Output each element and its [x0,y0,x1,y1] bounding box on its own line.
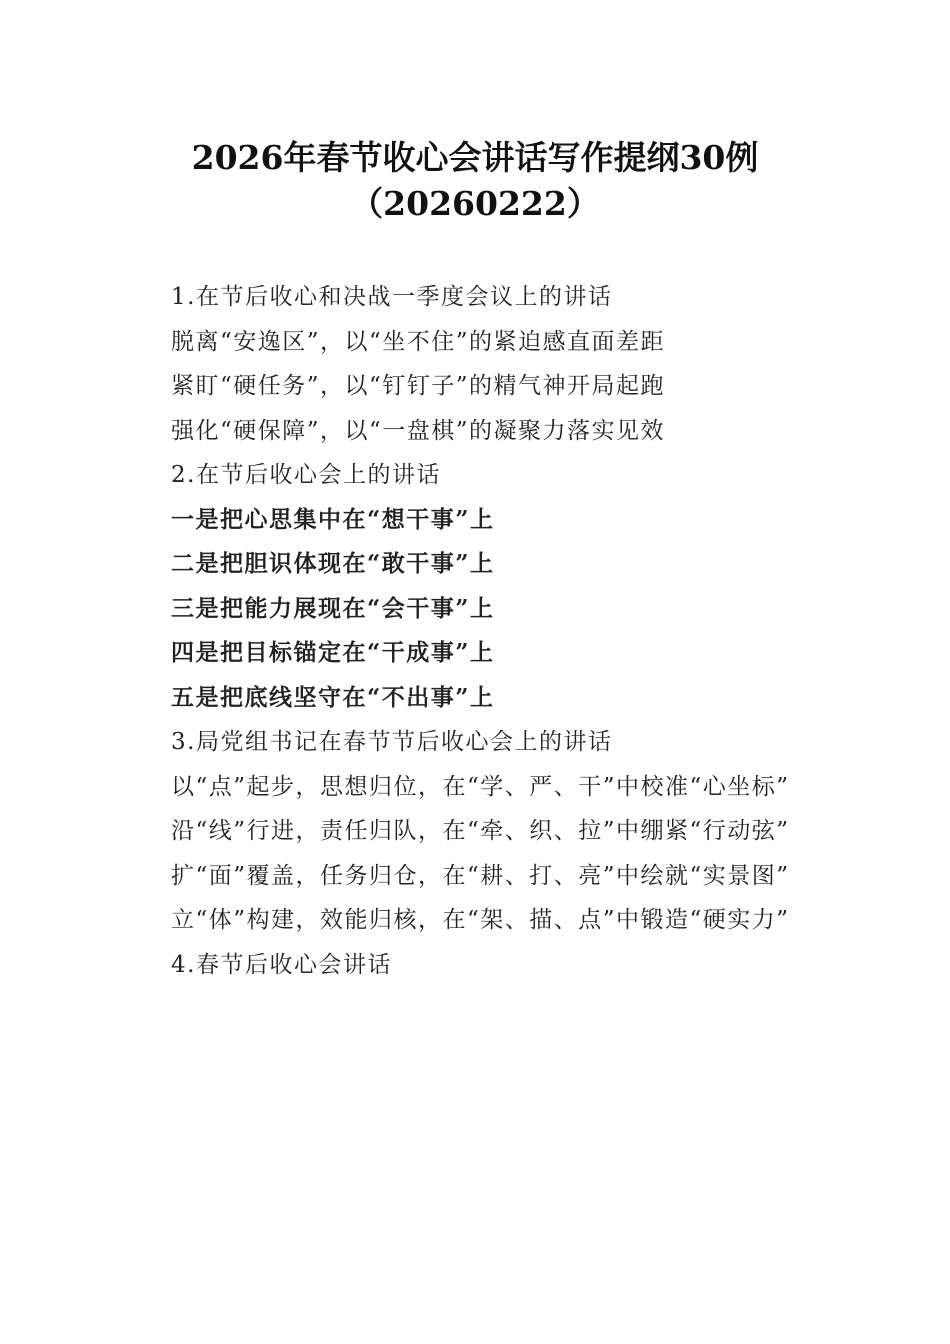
outline-item: 三是把能力展现在“会干事”上 [171,594,495,622]
section-heading: 3.局党组书记在春节节后收心会上的讲话 [171,729,613,755]
document-date: （20260222） [350,184,600,223]
outline-item: 扩“面”覆盖，任务归仓，在“耕、打、亮”中绘就“实景图” [171,862,790,889]
outline-item: 一是把心思集中在“想干事”上 [171,505,495,533]
document-body [121,275,827,987]
outline-item: 四是把目标锚定在“干成事”上 [171,639,495,666]
outline-item: 立“体”构建，效能归核，在“架、描、点”中锻造“硬实力” [171,907,790,933]
outline-item: 脱离“安逸区”，以“坐不住”的紧迫感直面差距 [171,328,666,355]
outline-item: 五是把底线坚守在“不出事”上 [171,683,495,711]
outline-item: 强化“硬保障”，以“一盘棋”的凝聚力落实见效 [171,417,666,444]
document-title: 2026年春节收心会讲话写作提纲30例 [191,138,759,177]
outline-item: 以“点”起步，思想归位，在“学、严、干”中校准“心坐标” [171,773,790,800]
section-heading: 1.在节后收心和决战一季度会议上的讲话 [171,284,613,310]
section-heading: 2.在节后收心会上的讲话 [171,462,441,488]
section-heading: 4.春节后收心会讲话 [171,951,392,978]
outline-item: 沿“线”行进，责任归队，在“牵、织、拉”中绷紧“行动弦” [171,818,790,844]
outline-item: 紧盯“硬任务”，以“钉钉子”的精气神开局起跑 [171,373,666,399]
outline-item: 二是把胆识体现在“敢干事”上 [171,550,495,577]
